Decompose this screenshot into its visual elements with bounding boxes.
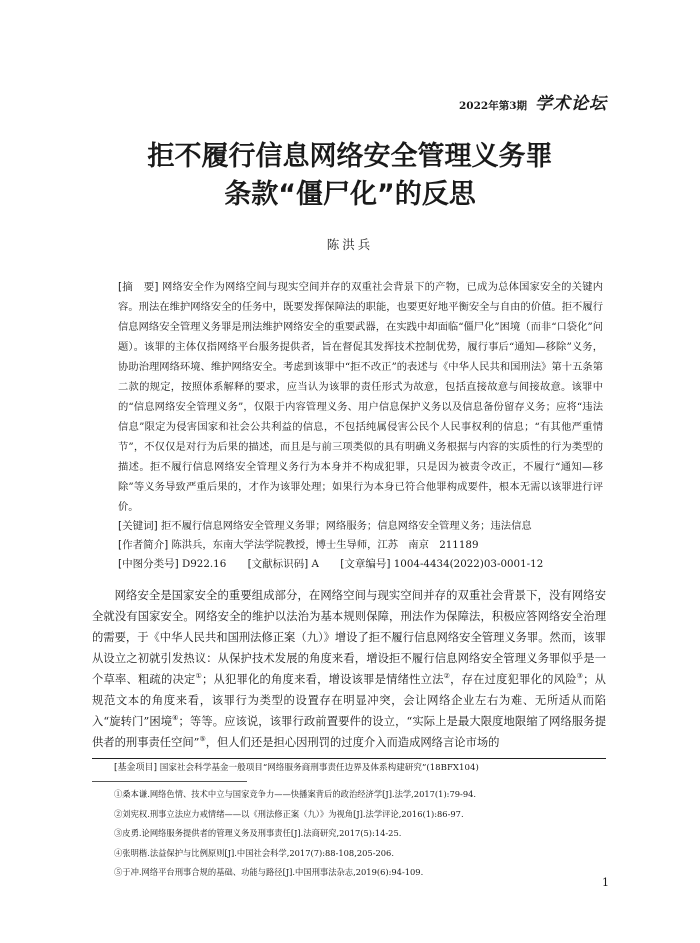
- footnote-item-3: ③皮勇.论网络服务提供者的管理义务及刑事责任[J].法商研究,2017(5):14-25.: [114, 828, 402, 838]
- body-paragraph: [92, 585, 606, 753]
- page-number: 1: [602, 876, 609, 889]
- abstract-label: [摘 要]: [118, 281, 159, 293]
- footnote-item-4: ④张明楷.法益保护与比例原则[J].中国社会科学,2017(7):88-108,205-206.: [114, 847, 394, 858]
- body-text-a: 网络安全是国家安全的重要组成部分，在网络空间与现实空间并存的双重社会背景下，没有网络安全就没有国家安全。网络安全的维护以法治为基本规则保障，刑法作为保障法，积极应答网络安全治理的需要，于《中华人民共和国刑法修正案（九）》增设了拒不履行信息网络安全管理义务罪。然而，该罪从设立之初就引发热议：从保护技术发展的角度来看，增设拒不履行信息网络安全管理义务罪似乎是一个草率、粗疏的决定: [92, 589, 607, 686]
- footnote-item-1: ①桑本谦.网络色情、技术中立与国家竞争力——快播案背后的政治经济学[J].法学,2017(1):79-94.: [114, 789, 477, 799]
- body-text-b: ；从犯罪化的角度来看，增设该罪是情绪性立法: [202, 673, 444, 686]
- clc-value: D922.16: [181, 558, 227, 570]
- abstract-text: 网络安全作为网络空间与现实空间并存的双重社会背景下的产物，已成为总体国家安全的关键内容。刑法在维护网络安全的任务中，既要发挥保障法的职能，也要更好地平衡安全与自由的价值。拒不履行信息网络安全管理义务罪是刑法维护网络安全的重要武器，在实践中却面临“僵尸化”困境（而非“口袋化”问题）。该罪的主体仅指网络平台服务提供者，旨在督促其发挥技术控制优势，履行事后“通知—移除”义务，协助治理网络环境、维护网络安全。考虑到该罪中“拒不改正”的表述与《中华人民共和国刑法》第十五条第二款的规定，按照体系解释的要求，应当认为该罪的责任形式为故意，包括直接故意与间接故意。该罪中的“信息网络安全管理义务”，仅限于内容管理义务、用户信息保护义务以及信息备份留存义务；应将“违法信息”限定为侵害国家和社会公共利益的信息，不包括纯属侵害公民个人民事权利的信息；“有其他严重情节”，不仅仅是对行为后果的描述，而且是与前三项类似的具有明确义务根据与内容的实质性的行为类型的描述。拒不履行信息网络安全管理义务行为本身并不构成犯罪，只是因为被责令改正，不履行“通知—移除”等义务导致严重后果的，才作为该罪处理；如果行为本身已符合他罪构成要件，根本无需以该罪进行评价。: [118, 281, 603, 513]
- keywords-text: 拒不履行信息网络安全管理义务罪；网络服务；信息网络安全管理义务；违法信息: [160, 520, 532, 532]
- body-text-f: ，但人们还是担心因刑罚的过度介入而造成网络言论市场的: [205, 736, 500, 749]
- article-number-value: 1004-4434(2022)03-0001-12: [393, 558, 544, 570]
- body-text-c: ，存在过度犯罪化的风险: [450, 673, 577, 686]
- doc-code-value: A: [311, 558, 319, 570]
- journal-header: [459, 89, 607, 114]
- keywords: [118, 516, 603, 536]
- title-line-1: 拒不履行信息网络安全管理义务罪: [147, 141, 553, 172]
- fund-label: [基金项目]: [114, 763, 158, 773]
- body-text-e: ；等等。应该说，该罪行政前置要件的设立，“实际上是最大限度地限缩了网络服务提供者的刑事责任空间”: [92, 715, 607, 749]
- footnote-ref-4: ④: [172, 714, 179, 723]
- footnote-ref-1: ①: [195, 672, 203, 681]
- author-intro-label: [作者简介]: [118, 539, 169, 551]
- fund-note: [114, 761, 606, 775]
- author-intro-text: 陈洪兵，东南大学法学院教授，博士生导师，江苏 南京 211189: [171, 539, 479, 551]
- issue-label: 2022年第3期: [458, 100, 527, 112]
- footnote-ref-5: ⑤: [199, 735, 206, 744]
- author-intro: [118, 535, 603, 555]
- doc-code-label: [文献标识码]: [247, 558, 309, 570]
- footnote-ref-2: ②: [443, 672, 451, 681]
- clc-label: [中图分类号]: [118, 558, 179, 570]
- journal-logo: 学术论坛: [535, 94, 607, 114]
- article-title: [0, 138, 700, 214]
- fund-text: 国家社会科学基金一般项目“网络服务商刑事责任边界及体系构建研究”(18BFX104): [159, 763, 479, 773]
- author-name: 陈洪兵: [326, 237, 374, 252]
- footnote-list: [114, 785, 606, 883]
- classification-line: [118, 554, 603, 574]
- footnote-item-2: ②刘宪权.刑事立法应力戒情绪——以《刑法修正案（九）》为视角[J].法学评论,2016(1):86-97.: [114, 808, 464, 819]
- body-text-d: ；从规范文本的角度来看，该罪行为类型的设置存在明显冲突，会让网络企业左右为难、无所适从而陷入“旋转门”困境: [92, 673, 606, 728]
- footnote-divider: [92, 781, 247, 782]
- footnote-ref-3: ③: [576, 672, 584, 681]
- fund-divider: [92, 758, 606, 759]
- article-number-label: [文章编号]: [340, 558, 391, 570]
- footnote-item-5: ⑤于冲.网络平台刑事合规的基础、功能与路径[J].中国刑事法杂志,2019(6):94-109.: [114, 867, 424, 877]
- keywords-label: [关键词]: [118, 520, 158, 532]
- title-line-2: 条款“僵尸化”的反思: [224, 179, 476, 210]
- abstract: [118, 277, 603, 517]
